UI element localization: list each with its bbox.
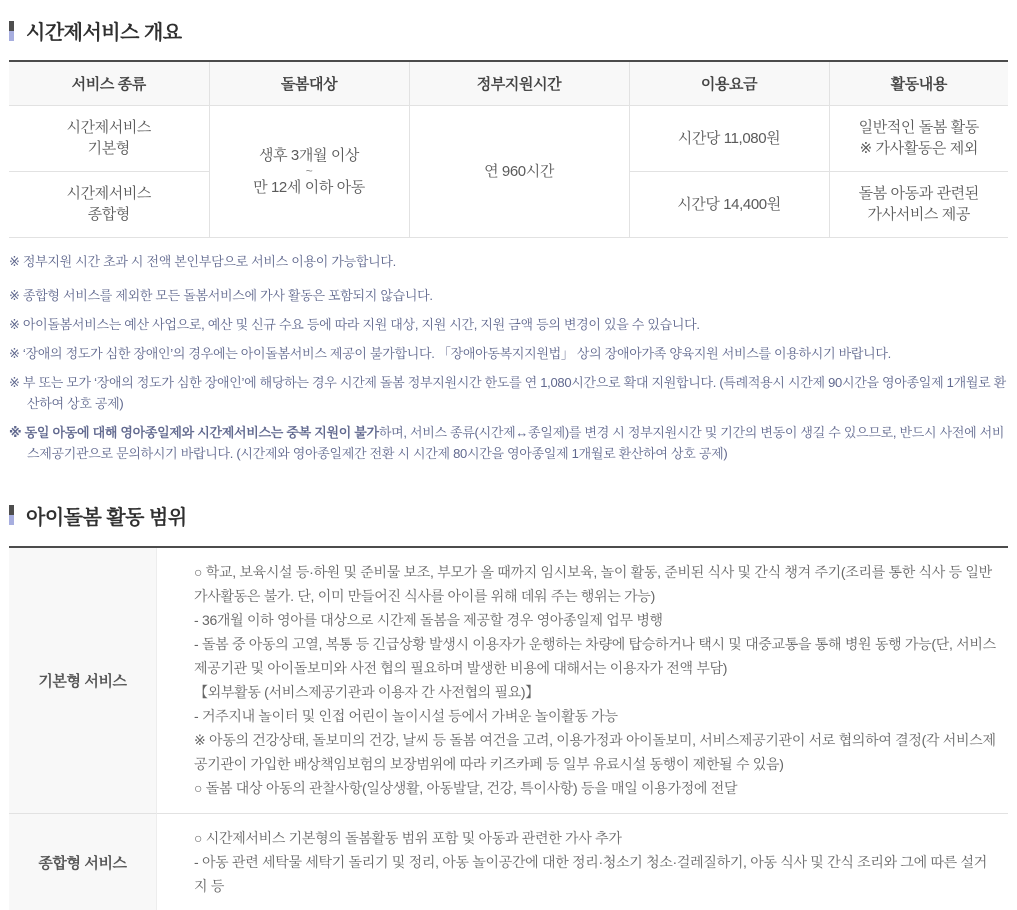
scope-paragraph: 【외부활동 (서비스제공기관과 이용자 간 사전협의 필요)】: [194, 683, 539, 700]
cell-line: 시간제서비스: [66, 185, 152, 202]
cell-line: 생후 3개월 이상: [258, 146, 360, 164]
section-title-text: 아이돌봄 활동 범위: [26, 506, 187, 529]
col-header-care-target: 돌봄대상: [209, 61, 409, 105]
note-item: ※ 정부지원 시간 초과 시 전액 본인부담으로 서비스 이용이 가능합니다.: [9, 253, 396, 269]
scope-paragraph: - 36개월 이하 영아를 대상으로 시간제 돌봄을 제공할 경우 영아종일제 업무 병행: [194, 611, 663, 628]
service-overview-table: [9, 60, 1008, 238]
cell-gov-hours: 연 960시간: [409, 105, 629, 237]
cell-line: 일반적인 돌봄 활동: [858, 119, 979, 136]
overview-row-basic: [9, 105, 1008, 171]
cell-fee-basic: 시간당 11,080원: [629, 105, 829, 171]
row-label: 종합형 서비스: [9, 814, 157, 910]
row-label: 기본형 서비스: [9, 548, 157, 814]
section-activity-scope: [9, 501, 1008, 910]
scope-paragraph: ○ 시간제서비스 기본형의 돌봄활동 범위 포함 및 아동과 관련한 가사 추가: [194, 829, 622, 846]
note-item: ※ 부 또는 모가 ‘장애의 정도가 심한 장애인’에 해당하는 경우 시간제 돌봄 정부지원시간 한도를 연 1,080시간으로 확대 지원합니다. (특례적용시 시간제 90시간을 영아종일제 1개월로 환산하여 상호 공제): [9, 374, 1006, 411]
title-marker-icon: [9, 21, 14, 41]
scope-paragraph: ○ 돌봄 대상 아동의 관찰사항(일상생활, 아동발달, 건강, 특이사항) 등을 매일 이용가정에 전달: [194, 779, 738, 796]
activity-scope-table: [9, 546, 1008, 910]
cell-line: 돌봄 아동과 관련된: [858, 185, 979, 202]
scope-paragraph: ※ 아동의 건강상태, 돌보미의 건강, 날씨 등 돌봄 여건을 고려, 이용가정과 아이돌보미, 서비스제공기관이 서로 협의하여 결정(각 서비스제공기관이 가입한 배상책임보험의 보장범위에 따라 키즈카페 등 일부 유료시설 동행이 제한될 수 있음): [194, 731, 996, 772]
title-marker-icon: [9, 505, 14, 525]
cell-line: 시간제서비스: [66, 119, 152, 136]
note-rest-text: 하며, 서비스 종류(시간제↔종일제)를 변경 시 정부지원시간 및 기간의 변동이 생길 수 있으므로, 반드시 사전에 서비스제공기관으로 문의하시기 바랍니다. (시간제와 영아종일제간 전환 시 시간제 80시간을 영아종일제 1개월로 환산하여 상호 공제): [27, 424, 1005, 461]
note-item: ※ 종합형 서비스를 제외한 모든 돌봄서비스에 가사 활동은 포함되지 않습니다.: [9, 287, 433, 303]
note-item: ※ 아이돌봄서비스는 예산 사업으로, 예산 및 신규 수요 등에 따라 지원 대상, 지원 시간, 지원 금액 등의 변경이 있을 수 있습니다.: [9, 316, 700, 332]
overview-notes: [9, 251, 1008, 464]
cell-line: 만 12세 이하 아동: [253, 178, 365, 196]
scope-paragraph: - 거주지내 놀이터 및 인접 어린이 놀이시설 등에서 가벼운 놀이활동 가능: [194, 707, 618, 724]
cell-service-basic: [9, 105, 209, 171]
cell-care-target: [209, 105, 409, 237]
cell-service-comprehensive: [9, 171, 209, 237]
note-item: ※ ‘장애의 정도가 심한 장애인’의 경우에는 아이돌봄서비스 제공이 불가합니다. 「장애아동복지지원법」 상의 장애아가족 양육지원 서비스를 이용하시기 바랍니다.: [9, 345, 891, 361]
cell-line: 종합형: [87, 206, 130, 223]
col-header-fee: 이용요금: [629, 61, 829, 105]
cell-line: 가사서비스 제공: [867, 206, 970, 223]
row-content: [157, 814, 1008, 910]
scope-paragraph: ○ 학교, 보육시설 등·하원 및 준비물 보조, 부모가 올 때까지 임시보육, 놀이 활동, 준비된 식사 및 간식 챙겨 주기(조리를 통한 식사 등 일반 가사활동은 불가. 단, 이미 만들어진 식사를 아이를 위해 데워 주는 행위는 가능): [194, 563, 992, 604]
col-header-service-type: 서비스 종류: [9, 61, 209, 105]
cell-activity-comprehensive: [829, 171, 1008, 237]
scope-row-comprehensive: [9, 814, 1008, 910]
cell-line: ※ 가사활동은 제외: [859, 140, 978, 157]
note-bold-text: ※ 동일 아동에 대해 영아종일제와 시간제서비스는 중복 지원이 불가: [9, 424, 379, 440]
scope-row-basic: [9, 548, 1008, 814]
note-item: [9, 422, 1008, 464]
cell-activity-basic: [829, 105, 1008, 171]
col-header-gov-hours: 정부지원시간: [409, 61, 629, 105]
scope-paragraph: - 아동 관련 세탁물 세탁기 돌리기 및 정리, 아동 놀이공간에 대한 정리·청소기 청소·걸레질하기, 아동 식사 및 간식 조리와 그에 따른 설거지 등: [194, 853, 987, 894]
row-content: [157, 548, 1008, 814]
cell-line: 기본형: [87, 140, 130, 157]
section-title-overview: [9, 0, 1008, 45]
cell-line: ~: [305, 163, 313, 178]
scope-paragraph: - 돌봄 중 아동의 고열, 복통 등 긴급상황 발생시 이용자가 운행하는 차량에 탑승하거나 택시 및 대중교통을 통해 병원 동행 가능(단, 서비스제공기관 및 아이돌보미와 사전 협의 필요하며 발생한 비용에 대해서는 이용자가 전액 부담): [194, 635, 996, 676]
col-header-activity: 활동내용: [829, 61, 1008, 105]
section-title-scope: [9, 501, 1008, 530]
overview-table-header-row: [9, 61, 1008, 105]
section-title-text: 시간제서비스 개요: [26, 22, 182, 44]
cell-fee-comprehensive: 시간당 14,400원: [629, 171, 829, 237]
